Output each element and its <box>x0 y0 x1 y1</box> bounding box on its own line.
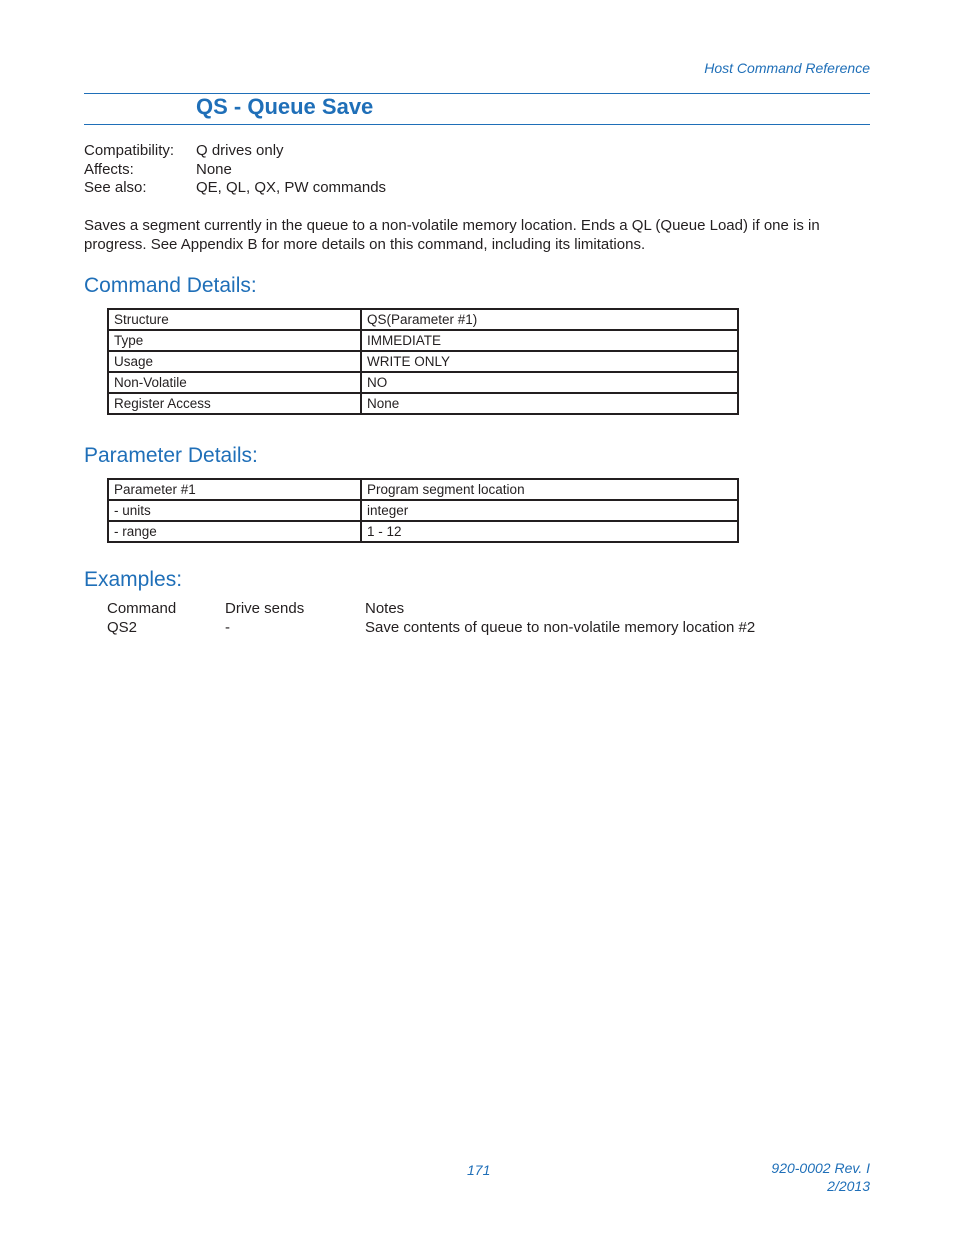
meta-key: Compatibility: <box>84 142 175 159</box>
table-row <box>108 521 738 542</box>
meta-row-compatibility <box>84 142 386 161</box>
meta-value: QE, QL, QX, PW commands <box>196 179 387 196</box>
page-number: 171 <box>467 1162 491 1178</box>
examples-heading: Examples: <box>84 568 183 591</box>
table-row <box>108 372 738 393</box>
column-header: Command <box>107 600 177 617</box>
meta-value: Q drives only <box>196 142 284 159</box>
command-meta <box>84 142 386 198</box>
column-header: Notes <box>365 600 405 617</box>
table-cell: NO <box>361 372 738 393</box>
table-cell: Type <box>108 330 361 351</box>
page-title: QS - Queue Save <box>196 94 374 119</box>
table-cell: integer <box>361 500 738 521</box>
command-details-table <box>107 308 739 415</box>
examples-header-row <box>107 600 755 619</box>
table-cell: 1 - 12 <box>361 521 738 542</box>
example-row <box>107 619 755 638</box>
table-cell: - units <box>108 500 361 521</box>
table-row <box>108 479 738 500</box>
table-row <box>108 351 738 372</box>
command-description: Saves a segment currently in the queue to a non-volatile memory location. Ends a QL (Queue Load) if one is in progress. See Appendix B for more details on this command, including its limitations. <box>84 217 820 253</box>
meta-row-see-also <box>84 179 386 198</box>
table-cell: IMMEDIATE <box>361 330 738 351</box>
parameter-details-heading: Parameter Details: <box>84 444 258 467</box>
table-row <box>108 500 738 521</box>
table-cell: - range <box>108 521 361 542</box>
table-cell: None <box>361 393 738 414</box>
table-cell: Program segment location <box>361 479 738 500</box>
example-notes: Save contents of queue to non-volatile memory location #2 <box>365 618 756 636</box>
example-command: QS2 <box>107 618 138 636</box>
table-cell: Usage <box>108 351 361 372</box>
document-reference <box>771 1159 870 1195</box>
table-row <box>108 309 738 330</box>
meta-value: None <box>196 160 232 178</box>
table-cell: QS(Parameter #1) <box>361 309 738 330</box>
table-cell: WRITE ONLY <box>361 351 738 372</box>
running-header: Host Command Reference <box>704 60 870 76</box>
table-cell: Non-Volatile <box>108 372 361 393</box>
document-date: 2/2013 <box>827 1178 870 1194</box>
table-cell: Parameter #1 <box>108 479 361 500</box>
meta-row-affects <box>84 161 386 180</box>
column-header: Drive sends <box>225 600 305 617</box>
examples-list <box>107 600 755 637</box>
command-details-heading: Command Details: <box>84 274 257 297</box>
document-revision: 920-0002 Rev. I <box>771 1160 870 1176</box>
title-rule-bottom <box>84 124 870 125</box>
table-cell: Structure <box>108 309 361 330</box>
meta-key: See also: <box>84 179 147 196</box>
parameter-details-table <box>107 478 739 543</box>
table-row <box>108 393 738 414</box>
meta-key: Affects: <box>84 160 134 178</box>
table-cell: Register Access <box>108 393 361 414</box>
table-row <box>108 330 738 351</box>
example-drive-sends: - <box>225 618 230 636</box>
